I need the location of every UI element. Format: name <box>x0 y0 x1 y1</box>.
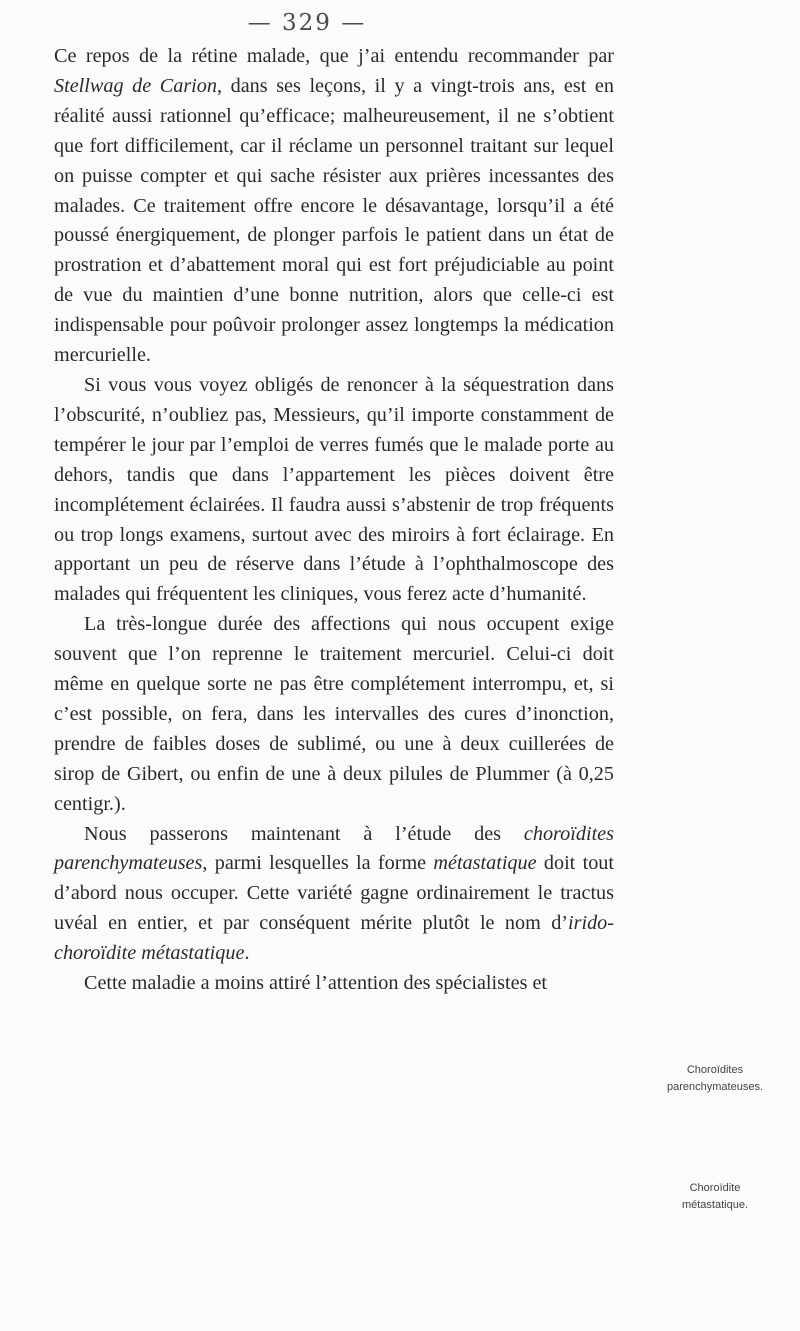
text-run: Nous passerons maintenant à l’étude des <box>84 822 524 845</box>
margin-note-line: Choroïdite <box>689 1182 741 1194</box>
text-run: . <box>244 942 250 965</box>
paragraph-4 <box>54 820 614 970</box>
italic-text: Stellwag de Carion <box>54 74 217 97</box>
italic-text: irido-choroïdite métastatique <box>54 912 614 965</box>
italic-text: métastatique <box>433 852 537 875</box>
text-run: La très-longue durée des affections qui nous occupent exige souvent que l’on reprenne le traitement mercuriel. Celui-ci doit même en quelque sorte ne pas être complétement interrompu, et, si c’est possible, on fera, dans les intervalles des cures d’inonction, prendre de faibles doses de sublimé, ou une à deux cuillerées de sirop de Gibert, ou enfin de une à deux pilules de Plummer (à 0,25 centigr.). <box>54 613 614 815</box>
margin-note-line: métastatique. <box>681 1199 749 1211</box>
paragraph-3 <box>54 610 614 819</box>
text-run: , dans ses leçons, il y a vingt-trois ans, est en réalité aussi rationnel qu’efficace; malheureusement, il ne s’obtient que fort difficilement, car il réclame un personnel traitant sur lequel on puisse compter et qui sache résister aux prières incessantes des malades. Ce traitement offre encore le désavantage, lorsqu’il a été poussé énergiquement, de plonger parfois le patient dans un état de prostration et d’abattement moral qui est fort préjudiciable au point de vue du maintien d’une bonne nutrition, alors que celle-ci est indispensable pour poûvoir prolonger assez longtemps la médication mercurielle. <box>54 74 614 367</box>
margin-note-metastatique <box>630 1180 800 1214</box>
margin-note-line: parenchymateuses. <box>667 1081 763 1093</box>
page-number: — 329 — <box>247 10 367 36</box>
text-run: Ce repos de la rétine malade, que j’ai entendu recommander par <box>54 45 614 67</box>
text-run: , parmi lesquelles la forme <box>202 852 434 875</box>
paragraph-5 <box>54 969 614 999</box>
text-run: Cette maladie a moins attiré l’attention des spécialistes et <box>84 972 548 995</box>
italic-text: choroïdites parenchymateuses <box>54 822 614 875</box>
paragraph-1 <box>54 42 614 371</box>
body-text <box>54 42 614 999</box>
paragraph-2 <box>54 371 614 610</box>
text-run: Si vous vous voyez obligés de renoncer à la séquestration dans l’obscurité, n’oubliez pas, Messieurs, qu’il importe constamment de tempérer le jour par l’emploi de verres fumés que le malade porte au dehors, tandis que dans l’appartement les pièces doivent être incomplétement éclairées. Il faudra aussi s’abstenir de trop fréquents ou trop longs examens, surtout avec des miroirs à fort éclairage. En apportant un peu de réserve dans l’étude à l’ophthalmoscope des malades qui fréquentent les cliniques, vous ferez acte d’humanité. <box>54 373 614 606</box>
margin-note-line: Choroïdites <box>686 1064 744 1076</box>
margin-note-choroidites <box>630 1062 800 1096</box>
text-run: doit tout d’abord nous occuper. Cette variété gagne ordinairement le tractus uvéal en entier, et par conséquent mérite plutôt le nom d’ <box>54 852 614 935</box>
